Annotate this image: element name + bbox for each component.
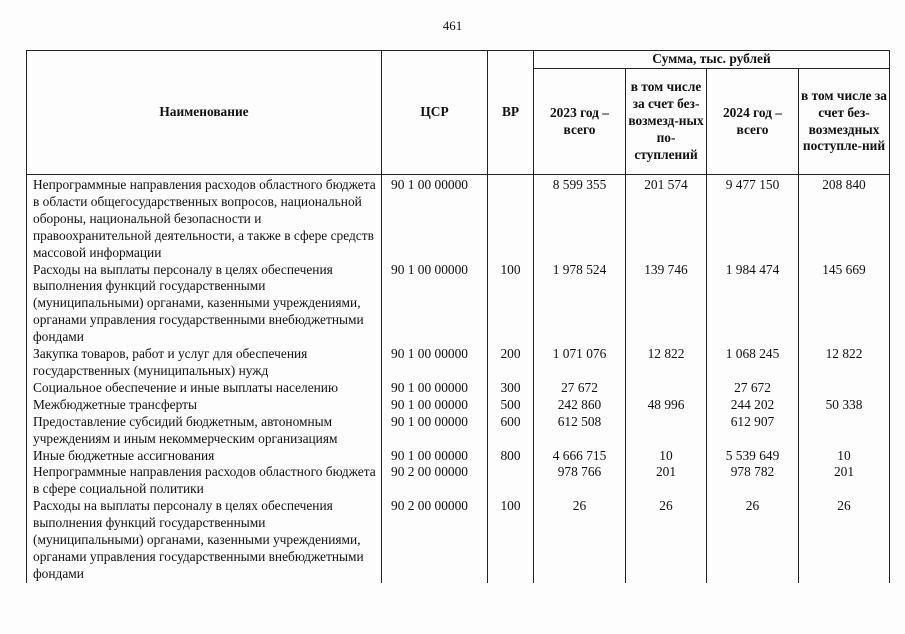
header-csr: ЦСР bbox=[382, 51, 488, 175]
cell-2023-grant: 12 822 bbox=[626, 346, 707, 380]
cell-csr: 90 2 00 00000 bbox=[382, 464, 488, 498]
cell-2023-total: 27 672 bbox=[534, 380, 626, 397]
cell-csr: 90 1 00 00000 bbox=[382, 175, 488, 262]
cell-vr: 100 bbox=[488, 498, 534, 583]
table-row bbox=[27, 175, 890, 262]
budget-table bbox=[26, 50, 890, 583]
cell-2024-grant: 10 bbox=[799, 448, 890, 465]
cell-2024-grant bbox=[799, 380, 890, 397]
cell-name: Расходы на выплаты персоналу в целях обеспечения выполнения функций государственными (муниципальными) органами, казенными учреждениями, органами управления государственными внебюджетными фондами bbox=[27, 498, 382, 583]
header-2023-grant: в том числе за счет без-возмезд-ных по-ступлений bbox=[626, 69, 707, 175]
cell-2023-total: 8 599 355 bbox=[534, 175, 626, 262]
header-2024-grant: в том числе за счет без-возмездных поступле-ний bbox=[799, 69, 890, 175]
cell-2024-total: 27 672 bbox=[707, 380, 799, 397]
cell-csr: 90 2 00 00000 bbox=[382, 498, 488, 583]
cell-name: Непрограммные направления расходов областного бюджета в области общегосударственных вопросов, национальной обороны, национальной безопасности и правоохранительной деятельности, а также в сфере средств массовой информации bbox=[27, 175, 382, 262]
table-row bbox=[27, 346, 890, 380]
cell-vr: 800 bbox=[488, 448, 534, 465]
cell-csr: 90 1 00 00000 bbox=[382, 397, 488, 414]
cell-2023-grant: 201 bbox=[626, 464, 707, 498]
cell-2024-grant bbox=[799, 414, 890, 448]
cell-name: Иные бюджетные ассигнования bbox=[27, 448, 382, 465]
table-row bbox=[27, 414, 890, 448]
cell-2023-grant: 201 574 bbox=[626, 175, 707, 262]
cell-2024-total: 5 539 649 bbox=[707, 448, 799, 465]
header-vr: ВР bbox=[488, 51, 534, 175]
cell-2023-total: 26 bbox=[534, 498, 626, 583]
cell-2024-grant: 145 669 bbox=[799, 262, 890, 347]
cell-2023-grant: 26 bbox=[626, 498, 707, 583]
cell-name: Непрограммные направления расходов областного бюджета в сфере социальной политики bbox=[27, 464, 382, 498]
cell-2024-total: 9 477 150 bbox=[707, 175, 799, 262]
cell-2023-grant bbox=[626, 380, 707, 397]
cell-vr: 100 bbox=[488, 262, 534, 347]
cell-csr: 90 1 00 00000 bbox=[382, 414, 488, 448]
cell-2023-grant: 139 746 bbox=[626, 262, 707, 347]
cell-csr: 90 1 00 00000 bbox=[382, 448, 488, 465]
cell-vr bbox=[488, 464, 534, 498]
cell-vr bbox=[488, 175, 534, 262]
page-number: 461 bbox=[442, 18, 463, 33]
cell-2024-total: 1 068 245 bbox=[707, 346, 799, 380]
cell-csr: 90 1 00 00000 bbox=[382, 346, 488, 380]
cell-2023-total: 1 071 076 bbox=[534, 346, 626, 380]
cell-csr: 90 1 00 00000 bbox=[382, 380, 488, 397]
cell-vr: 200 bbox=[488, 346, 534, 380]
cell-csr: 90 1 00 00000 bbox=[382, 262, 488, 347]
cell-name: Закупка товаров, работ и услуг для обеспечения государственных (муниципальных) нужд bbox=[27, 346, 382, 380]
table-row bbox=[27, 464, 890, 498]
cell-2024-grant: 50 338 bbox=[799, 397, 890, 414]
cell-2024-grant: 208 840 bbox=[799, 175, 890, 262]
cell-2024-total: 612 907 bbox=[707, 414, 799, 448]
cell-2023-total: 242 860 bbox=[534, 397, 626, 414]
cell-2024-total: 244 202 bbox=[707, 397, 799, 414]
cell-2023-grant: 48 996 bbox=[626, 397, 707, 414]
cell-name: Социальное обеспечение и иные выплаты населению bbox=[27, 380, 382, 397]
cell-2023-grant: 10 bbox=[626, 448, 707, 465]
cell-2024-total: 978 782 bbox=[707, 464, 799, 498]
header-name: Наименование bbox=[27, 51, 382, 175]
cell-name: Предоставление субсидий бюджетным, автономным учреждениям и иным некоммерческим организациям bbox=[27, 414, 382, 448]
table-row bbox=[27, 380, 890, 397]
cell-2023-total: 1 978 524 bbox=[534, 262, 626, 347]
table-row bbox=[27, 448, 890, 465]
cell-name: Расходы на выплаты персоналу в целях обеспечения выполнения функций государственными (муниципальными) органами, казенными учреждениями, органами управления государственными внебюджетными фондами bbox=[27, 262, 382, 347]
cell-2023-grant bbox=[626, 414, 707, 448]
cell-vr: 500 bbox=[488, 397, 534, 414]
cell-name: Межбюджетные трансферты bbox=[27, 397, 382, 414]
cell-2023-total: 4 666 715 bbox=[534, 448, 626, 465]
cell-2024-grant: 201 bbox=[799, 464, 890, 498]
header-sum-group: Сумма, тыс. рублей bbox=[534, 51, 890, 69]
cell-2024-grant: 12 822 bbox=[799, 346, 890, 380]
cell-2024-total: 26 bbox=[707, 498, 799, 583]
cell-2024-total: 1 984 474 bbox=[707, 262, 799, 347]
table-row bbox=[27, 397, 890, 414]
table-row bbox=[27, 498, 890, 583]
cell-2023-total: 612 508 bbox=[534, 414, 626, 448]
cell-2023-total: 978 766 bbox=[534, 464, 626, 498]
header-2023-total: 2023 год – всего bbox=[534, 69, 626, 175]
cell-vr: 600 bbox=[488, 414, 534, 448]
table-row bbox=[27, 262, 890, 347]
cell-vr: 300 bbox=[488, 380, 534, 397]
header-2024-total: 2024 год – всего bbox=[707, 69, 799, 175]
cell-2024-grant: 26 bbox=[799, 498, 890, 583]
